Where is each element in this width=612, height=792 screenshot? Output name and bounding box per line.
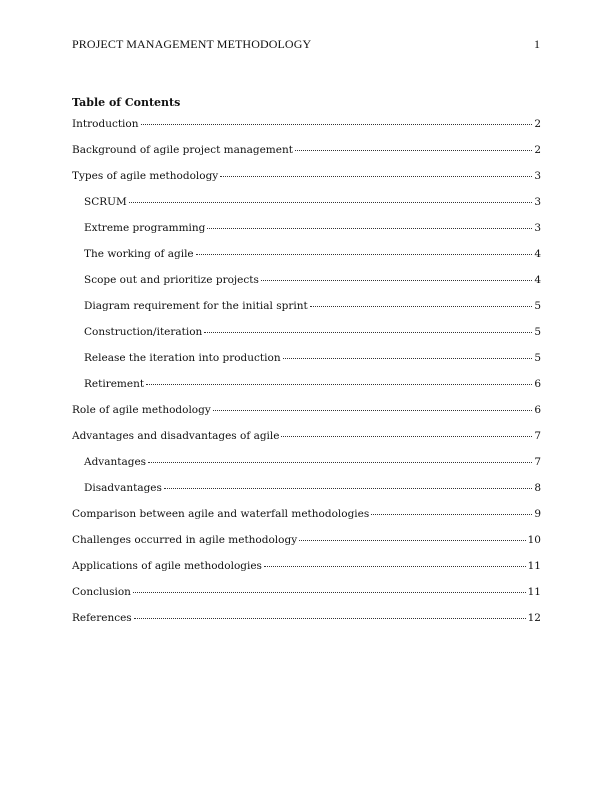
toc-entry-page-number[interactable]: 3 [534,196,541,208]
toc-entry[interactable] [72,377,541,403]
toc-entry[interactable] [72,611,541,637]
toc-entry-page-number[interactable]: 11 [527,586,541,598]
toc-entry-page-number[interactable]: 3 [534,170,541,182]
toc-entry[interactable] [72,169,541,195]
toc-entry-title[interactable]: Advantages [84,456,147,468]
toc-entry[interactable] [72,143,541,169]
toc-entry-page-number[interactable]: 6 [534,404,541,416]
page-header [72,36,540,52]
toc-entry[interactable] [72,507,541,533]
dot-leader [133,592,526,593]
toc-entry-page-number[interactable]: 7 [534,456,541,468]
toc-entry[interactable] [72,585,541,611]
dot-leader [371,514,532,515]
dot-leader [310,306,533,307]
toc-entry-title[interactable]: Diagram requirement for the initial sprint [84,300,308,312]
toc-entry-page-number[interactable]: 4 [534,274,541,286]
toc-entry[interactable] [72,429,541,455]
toc-entry-page-number[interactable]: 9 [534,508,541,520]
toc-entry-page-number[interactable]: 12 [527,612,541,624]
dot-leader [129,202,533,203]
toc-entry-page-number[interactable]: 6 [534,378,541,390]
dot-leader [213,410,533,411]
toc-entry-title[interactable]: Extreme programming [84,222,206,234]
dot-leader [164,488,532,489]
dot-leader [207,228,532,229]
dot-leader [196,254,533,255]
toc-entry-page-number[interactable]: 3 [534,222,541,234]
table-of-contents [72,117,541,637]
toc-entry[interactable] [72,247,541,273]
toc-heading: Table of Contents [72,96,181,109]
toc-entry-page-number[interactable]: 4 [534,248,541,260]
toc-entry-title[interactable]: The working of agile [84,248,194,260]
dot-leader [264,566,526,567]
dot-leader [148,462,532,463]
running-head-title: PROJECT MANAGEMENT METHODOLOGY [72,37,312,51]
toc-entry-title[interactable]: Background of agile project management [72,144,293,156]
toc-entry-title[interactable]: Advantages and disadvantages of agile [72,430,280,442]
toc-entry-page-number[interactable]: 5 [534,326,541,338]
toc-entry-title[interactable]: Challenges occurred in agile methodology [72,534,298,546]
toc-entry[interactable] [72,273,541,299]
dot-leader [204,332,532,333]
toc-entry-page-number[interactable]: 2 [534,144,541,156]
toc-entry-page-number[interactable]: 5 [534,300,541,312]
toc-entry-title[interactable]: Retirement [84,378,145,390]
toc-entry-title[interactable]: SCRUM [84,196,127,208]
toc-entry-title[interactable]: References [72,612,132,624]
toc-entry-title[interactable]: Conclusion [72,586,131,598]
toc-entry-page-number[interactable]: 2 [534,118,541,130]
dot-leader [299,540,526,541]
toc-entry-title[interactable]: Types of agile methodology [72,170,219,182]
toc-entry-title[interactable]: Construction/iteration [84,326,203,338]
dot-leader [281,436,532,437]
dot-leader [295,150,532,151]
toc-entry-title[interactable]: Introduction [72,118,139,130]
toc-entry-title[interactable]: Release the iteration into production [84,352,281,364]
toc-entry[interactable] [72,221,541,247]
toc-entry[interactable] [72,559,541,585]
dot-leader [141,124,533,125]
toc-entry[interactable] [72,195,541,221]
toc-entry-title[interactable]: Role of agile methodology [72,404,211,416]
toc-entry-page-number[interactable]: 11 [527,560,541,572]
dot-leader [134,618,526,619]
toc-entry-title[interactable]: Scope out and prioritize projects [84,274,259,286]
toc-entry-title[interactable]: Applications of agile methodologies [72,560,262,572]
toc-entry[interactable] [72,533,541,559]
toc-entry[interactable] [72,117,541,143]
toc-entry[interactable] [72,481,541,507]
toc-entry-page-number[interactable]: 7 [534,430,541,442]
toc-entry-title[interactable]: Disadvantages [84,482,162,494]
toc-entry[interactable] [72,403,541,429]
toc-entry[interactable] [72,299,541,325]
toc-entry-page-number[interactable]: 8 [534,482,541,494]
toc-entry[interactable] [72,351,541,377]
toc-entry-title[interactable]: Comparison between agile and waterfall methodologies [72,508,370,520]
dot-leader [283,358,533,359]
toc-entry[interactable] [72,325,541,351]
toc-entry[interactable] [72,455,541,481]
header-page-number: 1 [534,37,540,51]
toc-entry-page-number[interactable]: 5 [534,352,541,364]
toc-entry-page-number[interactable]: 10 [527,534,541,546]
dot-leader [146,384,532,385]
dot-leader [220,176,532,177]
dot-leader [261,280,532,281]
